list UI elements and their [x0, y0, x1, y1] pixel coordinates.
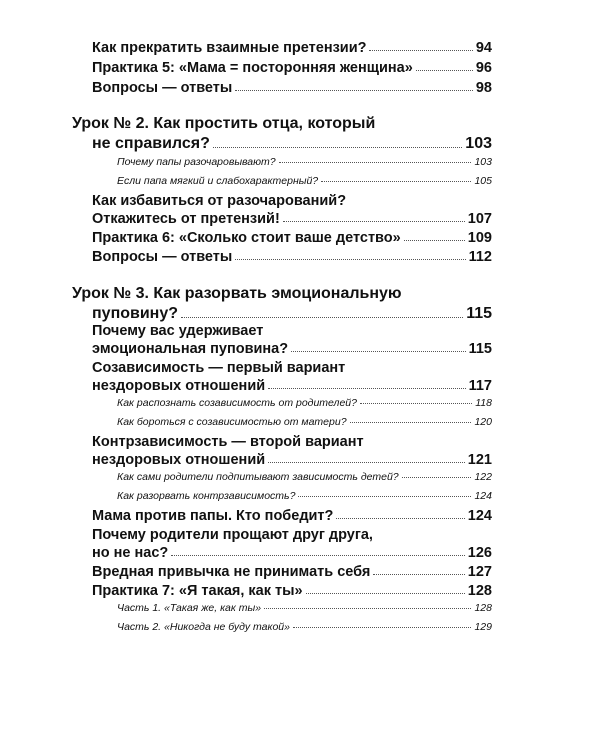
subentry-label: Часть 2. «Никогда не буду такой»	[117, 621, 290, 633]
toc-entry	[92, 249, 492, 265]
lesson-2-title-line-1: Урок № 2. Как простить отца, который	[72, 115, 376, 132]
subentry-label: Часть 1. «Такая же, как ты»	[117, 602, 262, 614]
toc-entry	[92, 60, 492, 76]
dot-leader	[283, 221, 465, 222]
toc-entry	[92, 40, 492, 56]
toc-subentry	[117, 602, 492, 614]
entry-label-line-1: Почему вас удерживает	[92, 323, 264, 339]
page-number: 94	[475, 40, 492, 56]
toc-subentry	[117, 621, 492, 633]
page-number: 127	[467, 564, 492, 580]
page-number: 109	[467, 230, 492, 246]
dot-leader	[235, 259, 465, 260]
subentry-label: Как разорвать контрзависимость?	[117, 490, 296, 502]
toc-subentry	[117, 156, 492, 168]
toc-subentry	[117, 471, 492, 483]
toc-entry	[92, 508, 492, 524]
lesson-3-title-line-1: Урок № 3. Как разорвать эмоциональную	[72, 285, 402, 302]
entry-label-line-1: Почему родители прощают друг друга,	[92, 527, 373, 543]
page-number: 103	[465, 135, 492, 152]
entry-label-line-1: Как избавиться от разочарований?	[92, 193, 347, 209]
dot-leader	[235, 90, 473, 91]
subentry-label: Как сами родители подпитывают зависимость детей?	[117, 471, 399, 483]
dot-leader	[416, 70, 473, 71]
page-number: 115	[468, 341, 492, 357]
dot-leader	[404, 240, 465, 241]
dot-leader	[171, 555, 465, 556]
toc-entry	[92, 452, 492, 468]
dot-leader	[350, 422, 472, 423]
dot-leader	[291, 351, 465, 352]
subentry-label: Как бороться с созависимостью от матери?	[117, 416, 347, 428]
page-number: 126	[467, 545, 492, 561]
entry-label: Как прекратить взаимные претензии?	[92, 40, 367, 56]
toc-entry	[92, 80, 492, 96]
entry-label-line-2: эмоциональная пуповина?	[92, 341, 289, 357]
dot-leader	[264, 608, 471, 609]
page-number: 115	[466, 305, 492, 322]
page-number: 98	[475, 80, 492, 96]
dot-leader	[293, 627, 472, 628]
page-number: 118	[475, 397, 492, 409]
page-number: 117	[468, 378, 492, 394]
page-number: 103	[474, 156, 492, 168]
entry-label-line-1: Контрзависимость — второй вариант	[92, 434, 364, 450]
page-number: 129	[474, 621, 492, 633]
subentry-label: Как распознать созависимость от родителей?	[117, 397, 357, 409]
page-number: 107	[467, 211, 492, 227]
page-number: 128	[474, 602, 492, 614]
dot-leader	[360, 403, 472, 404]
dot-leader	[181, 317, 463, 318]
dot-leader	[213, 147, 462, 148]
entry-label: Практика 5: «Мама = посторонняя женщина»	[92, 60, 413, 76]
dot-leader	[402, 477, 472, 478]
dot-leader	[268, 388, 465, 389]
toc-entry	[92, 583, 492, 599]
dot-leader	[306, 593, 465, 594]
entry-label-line-2: Откажитесь от претензий!	[92, 211, 280, 227]
dot-leader	[298, 496, 471, 497]
toc-entry	[92, 545, 492, 561]
page-number: 128	[467, 583, 492, 599]
page-number: 124	[467, 508, 492, 524]
entry-label-line-1: Созависимость — первый вариант	[92, 360, 346, 376]
dot-leader	[336, 518, 464, 519]
page-number: 112	[468, 249, 492, 265]
dot-leader	[321, 181, 471, 182]
toc-subentry	[117, 416, 492, 428]
subentry-label: Почему папы разочаровывают?	[117, 156, 276, 168]
toc-entry	[92, 564, 492, 580]
page-number: 120	[474, 416, 492, 428]
lesson-2-heading	[92, 135, 492, 153]
entry-label: Практика 7: «Я такая, как ты»	[92, 583, 303, 599]
toc-entry	[92, 230, 492, 246]
entry-label-line-2: но не нас?	[92, 545, 169, 561]
entry-label: Вопросы — ответы	[92, 249, 233, 265]
page-number: 122	[474, 471, 492, 483]
toc-entry	[92, 341, 492, 357]
lesson-3-heading	[92, 305, 492, 323]
page-number: 124	[474, 490, 492, 502]
entry-label: Вопросы — ответы	[92, 80, 233, 96]
entry-label-line-2: нездоровых отношений	[92, 452, 266, 468]
entry-label-line-2: нездоровых отношений	[92, 378, 266, 394]
toc-subentry	[117, 397, 492, 409]
toc-subentry	[117, 490, 492, 502]
subentry-label: Если папа мягкий и слабохарактерный?	[117, 175, 319, 187]
dot-leader	[268, 462, 465, 463]
entry-label: Вредная привычка не принимать себя	[92, 564, 371, 580]
dot-leader	[369, 50, 472, 51]
entry-label: Практика 6: «Сколько стоит ваше детство»	[92, 230, 401, 246]
page-number: 96	[475, 60, 492, 76]
dot-leader	[279, 162, 472, 163]
page-number: 105	[474, 175, 492, 187]
lesson-2-title-line-2: не справился?	[92, 135, 210, 152]
toc-entry	[92, 211, 492, 227]
dot-leader	[373, 574, 464, 575]
page-number: 121	[467, 452, 492, 468]
entry-label: Мама против папы. Кто победит?	[92, 508, 334, 524]
lesson-3-title-line-2: пуповину?	[92, 305, 179, 322]
toc-entry	[92, 378, 492, 394]
toc-subentry	[117, 175, 492, 187]
